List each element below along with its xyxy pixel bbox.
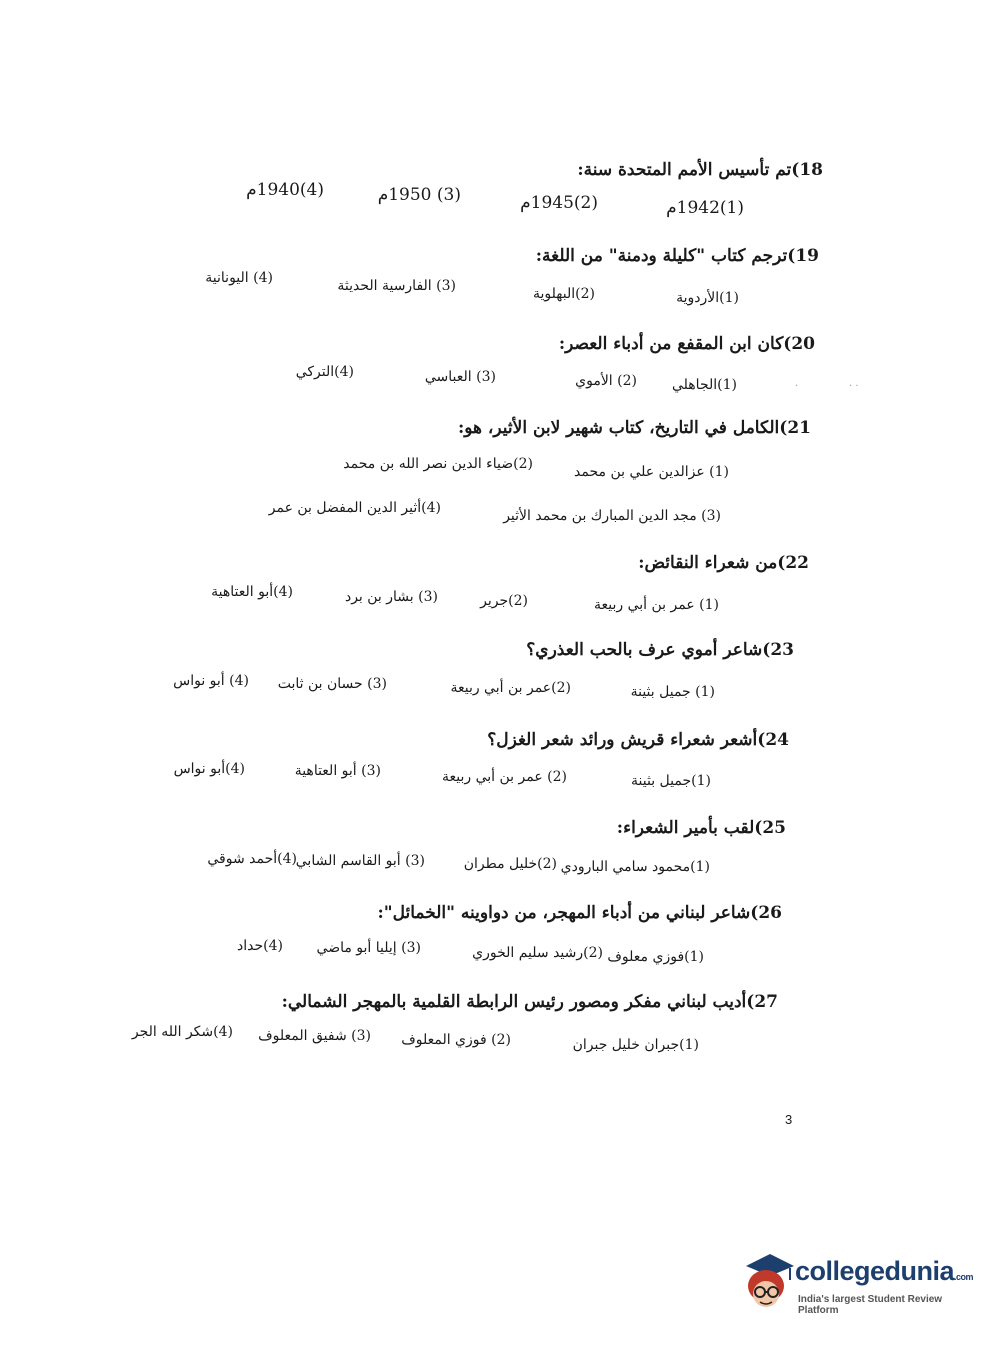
question-24-option-2: (2) عمر بن أبي ربيعة <box>442 769 567 785</box>
stray-marks: . . . <box>795 378 859 389</box>
question-27: 27)أديب لبناني مفكر ومصور رئيس الرابطة القلمية بالمهجر الشمالي: <box>281 992 778 1012</box>
question-20-option-2: (2) الأموي <box>575 373 637 389</box>
question-21-option-3: (3) مجد الدين المبارك بن محمد الأثير <box>503 508 721 524</box>
question-27-option-2: (2) فوزي المعلوف <box>401 1032 511 1048</box>
question-22: 22)من شعراء النقائض: <box>638 553 809 573</box>
question-19-option-4: (4) اليونانية <box>205 270 273 286</box>
question-27-option-4: (4)شكر الله الجر <box>131 1024 233 1040</box>
question-27-option-1: (1)جبران خليل جبران <box>572 1037 699 1053</box>
question-25: 25)لقب بأمير الشعراء: <box>616 818 786 838</box>
question-19: 19)ترجم كتاب "كليلة ودمنة" من اللغة: <box>535 246 819 266</box>
question-22-option-3: (3) بشار بن برد <box>344 589 438 605</box>
question-20-option-3: (3) العباسي <box>424 369 496 385</box>
question-21-option-2: (2)ضياء الدين نصر الله بن محمد <box>343 456 533 472</box>
question-18-option-1: (1)1942م <box>666 198 744 218</box>
question-19-option-1: (1)الأردوية <box>676 290 739 306</box>
question-24-option-4: (4)أبو نواس <box>173 761 245 777</box>
question-26-option-4: (4)حداد <box>237 938 283 954</box>
question-25-option-1: (1)محمود سامي البارودي <box>560 859 710 875</box>
question-22-option-1: (1) عمر بن أبي ربيعة <box>594 597 719 613</box>
mascot-icon <box>740 1250 796 1316</box>
question-23-option-1: (1) جميل بثينة <box>630 684 715 700</box>
question-26-option-2: (2)رشيد سليم الخوري <box>472 945 603 961</box>
question-26-option-3: (3) إيليا أبو ماضي <box>316 940 421 956</box>
question-20: 20)كان ابن المقفع من أدباء العصر: <box>558 334 815 354</box>
question-18-option-4: (4)1940م <box>246 180 324 200</box>
question-26: 26)شاعر لبناني من أدباء المهجر، من دواوينه "الخمائل": <box>377 903 782 923</box>
question-23: 23)شاعر أموي عرف بالحب العذري؟ <box>526 640 794 660</box>
question-23-option-4: (4) أبو نواس <box>173 673 249 689</box>
question-20-option-1: (1)الجاهلي <box>672 377 737 393</box>
page-number: 3 <box>785 1112 793 1127</box>
question-18: 18)تم تأسيس الأمم المتحدة سنة: <box>577 160 823 180</box>
question-21-option-4: (4)أثير الدين المفضل بن عمر <box>268 500 441 516</box>
question-25-option-4: (4)أحمد شوقي <box>207 851 297 867</box>
question-20-option-4: (4)التركي <box>295 364 354 380</box>
question-22-option-4: (4)أبو العتاهية <box>211 584 293 600</box>
question-27-option-3: (3) شفيق المعلوف <box>258 1028 371 1044</box>
question-23-option-2: (2)عمر بن أبي ربيعة <box>450 680 571 696</box>
question-24-option-1: (1)جميل بثينة <box>631 773 711 789</box>
question-26-option-1: (1)فوزي معلوف <box>607 949 704 965</box>
question-21: 21)الكامل في التاريخ، كتاب شهير لابن الأثير، هو: <box>457 418 811 438</box>
question-25-option-3: (3) أبو القاسم الشابي <box>295 853 425 869</box>
question-25-option-2: (2)خليل مطران <box>463 856 557 872</box>
question-24: 24)أشعر شعراء قريش ورائد شعر الغزل؟ <box>487 730 789 750</box>
question-22-option-2: (2)جرير <box>480 593 528 609</box>
question-19-option-2: (2)البهلوية <box>533 286 595 302</box>
question-18-option-3: (3) 1950م <box>377 185 461 205</box>
question-21-option-1: (1) عزالدين علي بن محمد <box>574 464 729 480</box>
question-19-option-3: (3) الفارسية الحديثة <box>337 278 456 294</box>
question-23-option-3: (3) حسان بن ثابت <box>277 676 387 692</box>
collegedunia-logo <box>740 1250 974 1322</box>
question-18-option-2: (2)1945م <box>520 193 598 213</box>
logo-tagline: India's largest Student Review Platform <box>798 1294 943 1316</box>
question-24-option-3: (3) أبو العتاهية <box>294 763 381 779</box>
logo-wordmark: collegedunia.com <box>795 1256 974 1286</box>
